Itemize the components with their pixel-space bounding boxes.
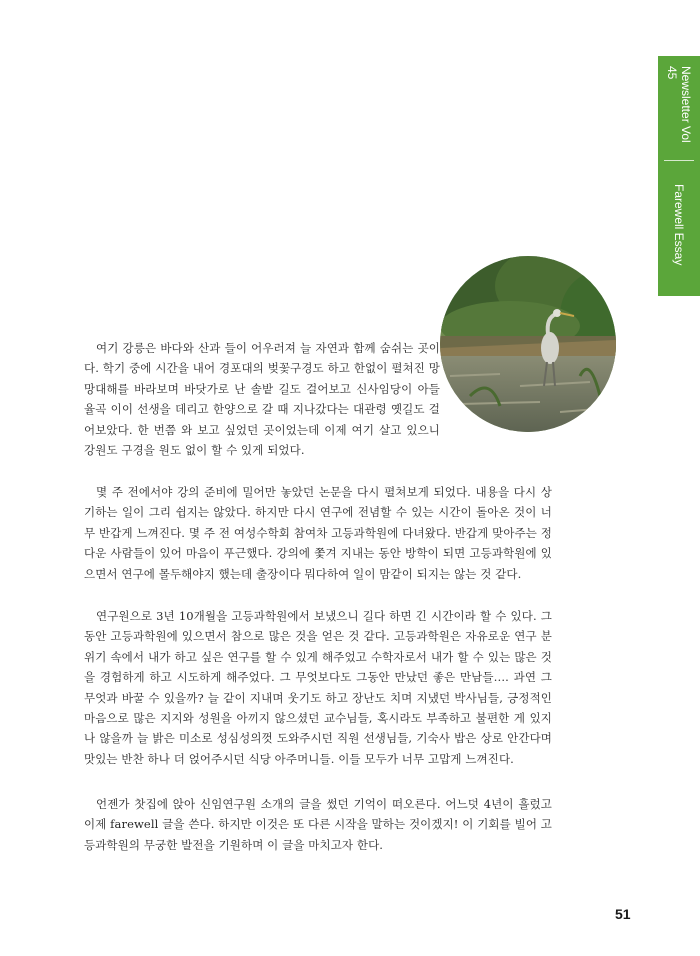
newsletter-volume-label: Newsletter Vol 45 [665, 66, 693, 143]
section-title-label: Farewell Essay [672, 184, 686, 266]
section-side-tab [658, 56, 700, 296]
essay-paragraph-4: 언젠가 찻집에 앉아 신임연구원 소개의 글을 썼던 기억이 떠오른다. 어느덧 4년이 흘렀고 이제 farewell 글을 쓴다. 하지만 이것은 또 다른 시작을 말하는 것이겠지! 이 기회를 빌어 고등과학원의 무궁한 발전을 기원하며 이 글을 마치고자 한다. [84, 797, 552, 852]
essay-paragraph-3: 연구원으로 3년 10개월을 고등과학원에서 보냈으니 길다 하면 긴 시간이라 할 수 있다. 그동안 고등과학원에 있으면서 참으로 많은 것을 얻은 것 같다. 고등과학원은 자유로운 연구 분위기 속에서 내가 하고 싶은 연구를 할 수 있게 해주었고 수학자로서 내가 할 수 있는 많은 것을 경험하게 하고 시도하게 해주었다. 그 무엇보다도 그동안 만났던 좋은 만남들…. 과연 그 무엇과 바꿀 수 있을까? 늘 같이 지내며 웃기도 하고 장난도 치며 지냈던 박사님들, 긍정적인 마음으로 많은 지지와 성원을 아끼지 않으셨던 교수님들, 혹시라도 부족하고 불편한 게 있지나 않을까 늘 밝은 미소로 성심성의껏 도와주시던 직원 선생님들, 기숙사 밥은 상로 안간다며 맛있는 반찬 하나 더 얹어주시던 식당 아주머니들. 이들 모두가 너무 고맙게 느껴진다. [84, 609, 552, 766]
heron-photo [440, 256, 616, 432]
essay-paragraph-2: 몇 주 전에서야 강의 준비에 밀어만 놓았던 논문을 다시 펼쳐보게 되었다. 내용을 다시 상기하는 일이 그리 쉽지는 않았다. 하지만 다시 연구에 전념할 수 있는 시간이 돌아온 것이 너무 반갑게 느껴진다. 몇 주 전 여성수학회 참여차 고등과학원에 다녀왔다. 반갑게 맞아주는 정다운 사람들이 있어 마음이 푸근했다. 강의에 쫓겨 지내는 동안 방학이 되면 고등과학원에 있으면서 연구에 몰두해야지 했는데 출장이다 뭐다하여 일이 맘같이 되지는 않는 것 같다. [84, 485, 552, 581]
page-number: 51 [615, 906, 631, 922]
heron-by-water-photo-icon [440, 256, 616, 432]
essay-paragraph-1: 여기 강릉은 바다와 산과 들이 어우러져 늘 자연과 함께 숨쉬는 곳이다. 학기 중에 시간을 내어 경포대의 벚꽃구경도 하고 한없이 펼쳐진 망망대해를 바라보며 바닷가로 난 솔밭 길도 걸어보고 신사임당이 아들 율곡 이이 선생을 데리고 한양으로 갈 때 지나갔다는 대관령 옛길도 걸어보았다. 한 번쯤 와 보고 싶었던 곳이었는데 이제 여기 살고 있으니 강원도 구경을 원도 없이 할 수 있게 되었다. [84, 341, 440, 458]
side-tab-divider [664, 160, 694, 161]
